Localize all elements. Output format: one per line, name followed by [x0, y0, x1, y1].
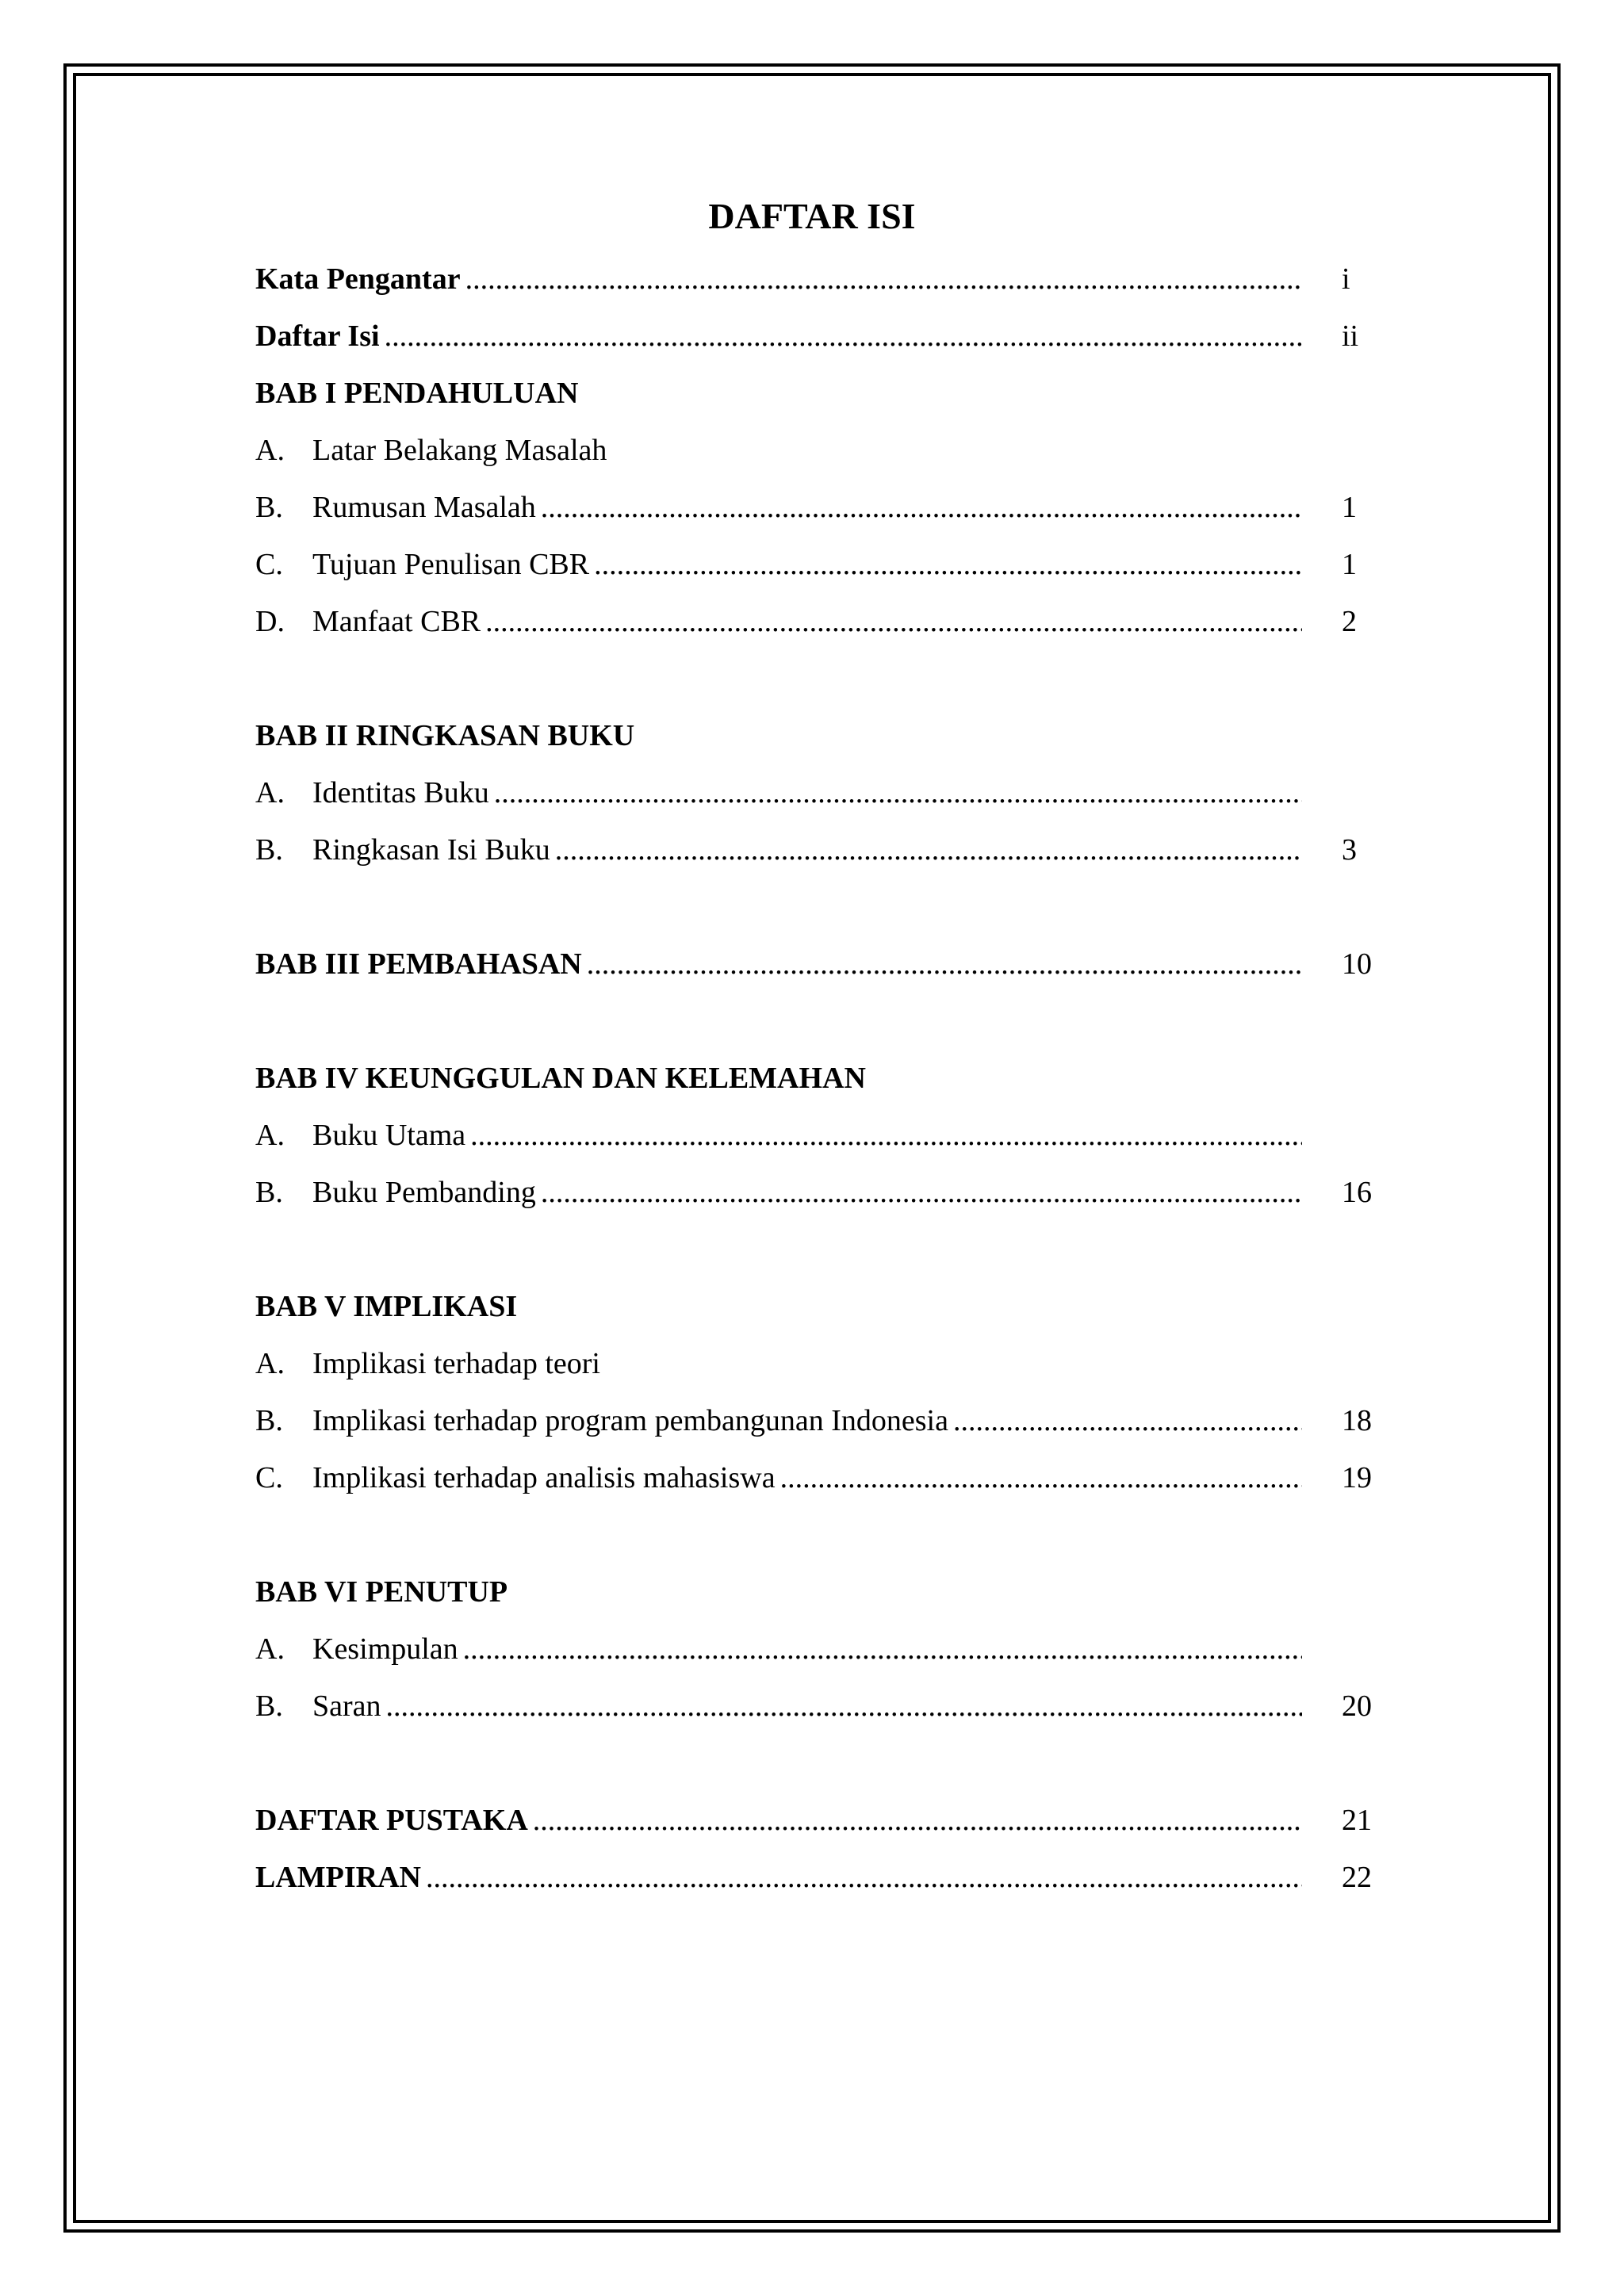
toc-entry-title: Ringkasan Isi Buku — [312, 833, 550, 867]
toc-entry-title: BAB II RINGKASAN BUKU — [255, 719, 635, 752]
toc-entry-title: Kesimpulan — [312, 1632, 458, 1666]
toc-entry — [255, 1286, 1381, 1343]
toc-entry — [255, 544, 1381, 601]
toc-entry-title: Saran — [312, 1689, 381, 1723]
toc-entry-lead — [255, 715, 1302, 756]
toc-entry-lead — [255, 1115, 1302, 1156]
toc-entry-lead — [255, 1628, 1302, 1670]
toc-entry-lead — [255, 373, 1302, 414]
toc-entry — [255, 601, 1381, 658]
toc-entry-title: Buku Pembanding — [312, 1176, 536, 1209]
toc-entry-lead — [255, 1343, 1302, 1384]
toc-entry-title: Manfaat CBR — [312, 605, 481, 638]
toc-entry-letter: A. — [255, 1632, 285, 1666]
toc-leader-dots — [465, 258, 1302, 300]
toc-entry-page-number: 22 — [1342, 1861, 1372, 1894]
toc-leader-dots — [470, 1115, 1302, 1156]
toc-entry-title: BAB VI PENUTUP — [255, 1575, 508, 1609]
toc-entry-lead — [255, 1058, 1302, 1099]
toc-entry-page-number: 1 — [1342, 491, 1357, 524]
toc-entry — [255, 1628, 1381, 1686]
toc-entry-page-number: 20 — [1342, 1689, 1372, 1723]
toc-entry-lead — [255, 1800, 1302, 1841]
toc-entry-title: Implikasi terhadap teori — [312, 1347, 600, 1380]
toc-entry-lead — [255, 1286, 1302, 1327]
toc-entry-lead — [255, 772, 1302, 813]
toc-entry-letter: A. — [255, 434, 285, 467]
toc-entry-letter: B. — [255, 1689, 283, 1723]
toc-entry-title: Implikasi terhadap analisis mahasiswa — [312, 1461, 776, 1494]
toc-leader-dots — [594, 544, 1302, 585]
toc-entry — [255, 1800, 1381, 1857]
toc-entry-page-number: 21 — [1342, 1804, 1372, 1837]
toc-entry-letter: B. — [255, 1404, 283, 1437]
toc-entry — [255, 258, 1381, 316]
toc-entry-letter: A. — [255, 1347, 285, 1380]
toc-entry-title: BAB IV KEUNGGULAN DAN KELEMAHAN — [255, 1062, 866, 1095]
toc-entry-title: BAB I PENDAHULUAN — [255, 377, 579, 410]
toc-entry — [255, 1686, 1381, 1743]
toc-entry-page-number: 2 — [1342, 605, 1357, 638]
toc-entry-lead — [255, 1457, 1302, 1498]
toc-leader-dots — [494, 772, 1302, 813]
toc-entry — [255, 715, 1381, 772]
toc-entry-page-number: 18 — [1342, 1404, 1372, 1437]
toc-leader-dots — [385, 316, 1302, 357]
toc-entry-title: DAFTAR PUSTAKA — [255, 1804, 528, 1837]
toc-entry-letter: B. — [255, 833, 283, 867]
toc-entry-letter: A. — [255, 1119, 285, 1152]
toc-entry — [255, 1457, 1381, 1514]
toc-entry — [255, 1571, 1381, 1628]
toc-entry-page-number: 3 — [1342, 833, 1357, 867]
toc-entry-lead — [255, 943, 1302, 985]
toc-leader-dots — [485, 601, 1302, 642]
toc-entry — [255, 829, 1381, 886]
toc-entry-lead — [255, 1172, 1302, 1213]
toc-entry-page-number: i — [1342, 262, 1350, 296]
toc-entry-lead — [255, 316, 1302, 357]
toc-entry — [255, 1343, 1381, 1400]
toc-entry-title: BAB V IMPLIKASI — [255, 1290, 518, 1323]
toc-entry — [255, 772, 1381, 829]
toc-entry-lead — [255, 1400, 1302, 1441]
toc-entry-lead — [255, 1857, 1302, 1898]
toc-entry-title: LAMPIRAN — [255, 1861, 421, 1894]
toc-leader-dots — [555, 829, 1302, 871]
toc-entry-title: Implikasi terhadap program pembangunan Indonesia — [312, 1404, 948, 1437]
toc-entry-letter: C. — [255, 1461, 283, 1494]
toc-entry-page-number: 10 — [1342, 947, 1372, 981]
toc-entry-lead — [255, 430, 1302, 471]
toc-entry — [255, 316, 1381, 373]
toc-entry-title: Buku Utama — [312, 1119, 466, 1152]
toc-entry — [255, 1400, 1381, 1457]
toc-entry-title: BAB III PEMBAHASAN — [255, 947, 582, 981]
toc-entry — [255, 430, 1381, 487]
toc-entry — [255, 1115, 1381, 1172]
toc-entry — [255, 487, 1381, 544]
toc-leader-dots — [780, 1457, 1302, 1498]
toc-entry-page-number: ii — [1342, 320, 1359, 353]
table-of-contents — [255, 258, 1381, 1914]
toc-entry-title: Daftar Isi — [255, 320, 380, 353]
toc-leader-dots — [463, 1628, 1302, 1670]
toc-leader-dots — [953, 1400, 1302, 1441]
toc-leader-dots — [426, 1857, 1302, 1898]
toc-entry-title: Kata Pengantar — [255, 262, 461, 296]
toc-leader-dots — [541, 1172, 1302, 1213]
toc-entry-lead — [255, 601, 1302, 642]
toc-entry-letter: A. — [255, 776, 285, 809]
toc-entry-lead — [255, 544, 1302, 585]
toc-entry — [255, 373, 1381, 430]
toc-entry-letter: B. — [255, 491, 283, 524]
toc-entry — [255, 943, 1381, 1001]
toc-entry-lead — [255, 1571, 1302, 1613]
toc-leader-dots — [541, 487, 1302, 528]
toc-entry-title: Identitas Buku — [312, 776, 489, 809]
toc-entry — [255, 1058, 1381, 1115]
toc-entry-lead — [255, 1686, 1302, 1727]
toc-entry-letter: D. — [255, 605, 285, 638]
toc-leader-dots — [386, 1686, 1302, 1727]
toc-entry-letter: C. — [255, 548, 283, 581]
toc-entry-lead — [255, 487, 1302, 528]
page-title: DAFTAR ISI — [708, 196, 916, 236]
toc-leader-dots — [533, 1800, 1302, 1841]
toc-entry-title: Rumusan Masalah — [312, 491, 536, 524]
toc-entry-title: Latar Belakang Masalah — [312, 434, 607, 467]
toc-entry-lead — [255, 829, 1302, 871]
toc-leader-dots — [587, 943, 1302, 985]
toc-entry — [255, 1857, 1381, 1914]
toc-entry-page-number: 1 — [1342, 548, 1357, 581]
toc-entry-lead — [255, 258, 1302, 300]
toc-entry-page-number: 16 — [1342, 1176, 1372, 1209]
toc-entry — [255, 1172, 1381, 1229]
toc-entry-page-number: 19 — [1342, 1461, 1372, 1494]
toc-entry-letter: B. — [255, 1176, 283, 1209]
toc-entry-title: Tujuan Penulisan CBR — [312, 548, 590, 581]
